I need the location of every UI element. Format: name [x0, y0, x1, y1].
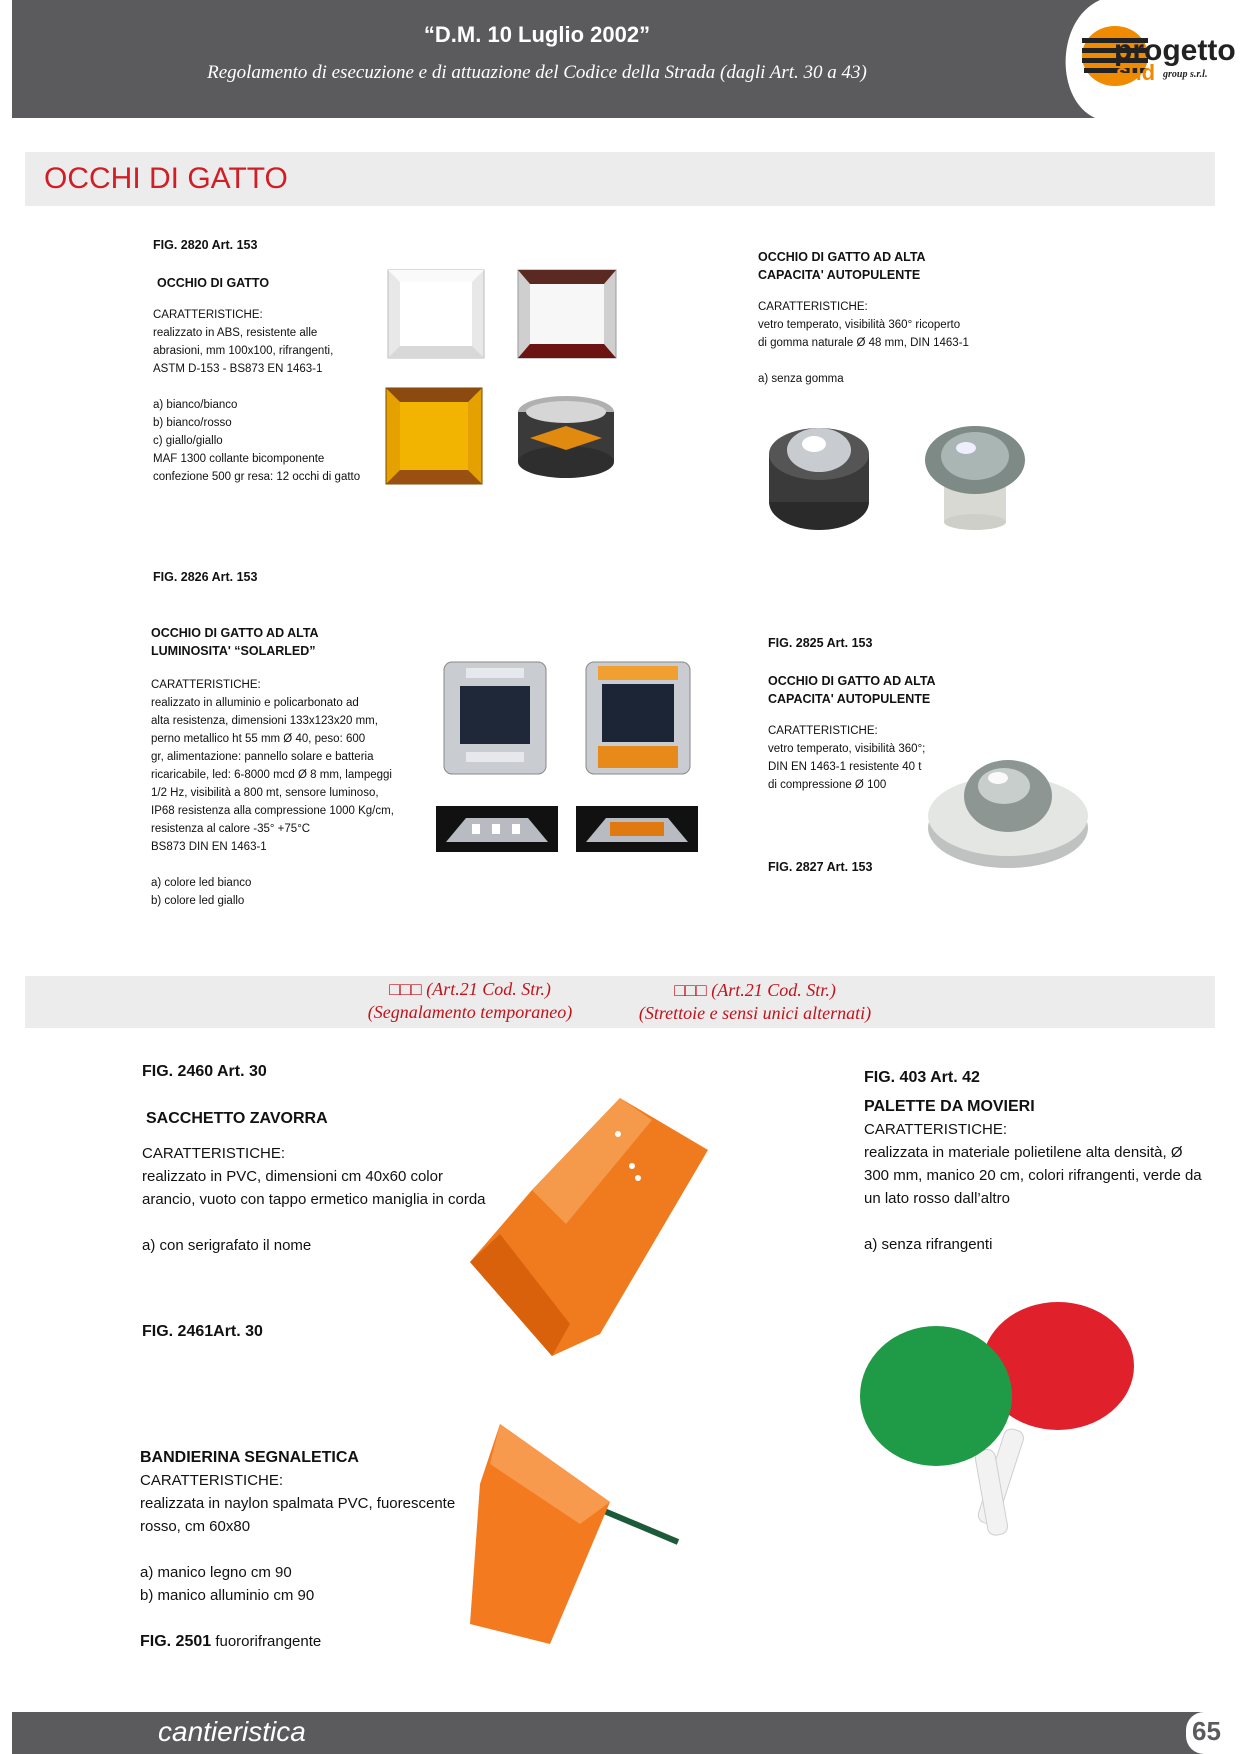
cat-eye-white-image [386, 266, 486, 364]
solarled-yellow-image [584, 660, 692, 776]
fig-label: FIG. 2501 [140, 1633, 212, 1650]
spec-line: realizzato in PVC, dimensioni cm 40x60 color [142, 1168, 443, 1185]
spec-line: a) senza rifrangenti [864, 1236, 993, 1253]
solarled-yellow-side-image [576, 806, 698, 852]
fig-note: fuororifrangente [211, 1633, 322, 1650]
spec-line: un lato rosso dall’altro [864, 1190, 1010, 1207]
product-name-line2: CAPACITA' AUTOPULENTE [758, 268, 921, 282]
header-title: “D.M. 10 Luglio 2002” [423, 22, 651, 47]
spec-line: a) colore led bianco [151, 877, 252, 889]
spec-line: DIN EN 1463-1 resistente 40 t [768, 761, 922, 773]
spec-line: confezione 500 gr resa: 12 occhi di gatto [153, 471, 361, 483]
fig-label: FIG. 2820 Art. 153 [153, 238, 258, 252]
fig-label: FIG. 2827 Art. 153 [768, 860, 873, 874]
ballast-bag-image [470, 1094, 710, 1360]
spec-line: b) manico alluminio cm 90 [140, 1587, 315, 1604]
logo-word-group: group s.r.l. [1163, 69, 1208, 80]
spec-line: a) senza gomma [758, 373, 844, 385]
block-autopulente-48 [758, 248, 1058, 388]
product-name: BANDIERINA SEGNALETICA [140, 1449, 359, 1466]
product-name-line1: OCCHIO DI GATTO AD ALTA [768, 674, 936, 688]
spec-line: CARATTERISTICHE: [140, 1472, 284, 1489]
spec-line: realizzata in materiale polietilene alta densità, Ø [864, 1144, 1183, 1161]
fig-label: FIG. 2461Art. 30 [142, 1323, 263, 1340]
block-2460 [142, 1060, 502, 1257]
spec-line: b) colore led giallo [151, 895, 245, 907]
spec-line: CARATTERISTICHE: [864, 1121, 1008, 1138]
cat-eye-yellow-image [384, 386, 484, 486]
spec-line: vetro temperato, visibilità 360° ricoperto [758, 319, 961, 331]
logo-word-sud: sud [1116, 60, 1156, 85]
cat-eye-glass-image [922, 420, 1028, 532]
product-name-line2: LUMINOSITA' “SOLARLED” [151, 644, 316, 658]
block-403 [864, 1066, 1204, 1256]
solarled-white-side-image [436, 806, 558, 852]
spec-line: BS873 DIN EN 1463-1 [151, 841, 267, 853]
spec-line: 1/2 Hz, visibilità a 800 mt, sensore luminoso, [151, 787, 379, 799]
section2-left-heading [330, 978, 610, 1024]
block-bandierina [140, 1446, 480, 1653]
spec-line: realizzato in alluminio e policarbonato ad [151, 697, 359, 709]
spec-line: di gomma naturale Ø 48 mm, DIN 1463-1 [758, 337, 969, 349]
spec-line: a) bianco/bianco [153, 399, 238, 411]
header-subtitle: Regolamento di esecuzione e di attuazione del Codice della Strada (dagli Art. 30 a 43) [207, 62, 867, 83]
section2-right-heading [620, 979, 890, 1025]
product-name: SACCHETTO ZAVORRA [146, 1110, 328, 1127]
spec-line: CARATTERISTICHE: [151, 679, 261, 691]
spec-line: CARATTERISTICHE: [768, 725, 878, 737]
fig-label-2826 [153, 568, 273, 586]
product-name: OCCHIO DI GATTO [157, 276, 270, 290]
fig-label: FIG. 2826 Art. 153 [153, 570, 258, 584]
spec-line: IP68 resistenza alla compressione 1000 Kg/cm, [151, 805, 394, 817]
cat-eye-white-red-image [516, 266, 620, 364]
spec-line: alta resistenza, dimensioni 133x123x20 mm, [151, 715, 378, 727]
product-name-line2: CAPACITA' AUTOPULENTE [768, 692, 931, 706]
footer-label: cantieristica [158, 1716, 306, 1747]
spec-line: a) con serigrafato il nome [142, 1237, 312, 1254]
fig-label-2827 [768, 858, 872, 876]
product-name: PALETTE DA MOVIERI [864, 1098, 1035, 1115]
spec-line: c) giallo/giallo [153, 435, 223, 447]
product-name-line1: OCCHIO DI GATTO AD ALTA [151, 626, 319, 640]
fig-label: FIG. 2825 Art. 153 [768, 636, 873, 650]
spec-line: arancio, vuoto con tappo ermetico maniglia in corda [142, 1191, 486, 1208]
solarled-white-image [442, 660, 548, 776]
spec-line: realizzato in ABS, resistente alle [153, 327, 318, 339]
spec-line: ASTM D-153 - BS873 EN 1463-1 [153, 363, 323, 375]
fig-label: FIG. 2460 Art. 30 [142, 1063, 267, 1080]
stop-go-paddles-image [856, 1300, 1142, 1540]
spec-line: a) manico legno cm 90 [140, 1564, 292, 1581]
spec-line: CARATTERISTICHE: [142, 1145, 286, 1162]
spec-line: rosso, cm 60x80 [140, 1518, 251, 1535]
spec-line: ricaricabile, led: 6-8000 mcd Ø 8 mm, lampeggi [151, 769, 392, 781]
logo-word-progetto: progetto [1114, 34, 1236, 67]
block-2826 [151, 624, 421, 910]
fig-label-2461 [142, 1320, 263, 1343]
fig-label: FIG. 403 Art. 42 [864, 1069, 980, 1086]
spec-line: perno metallico ht 55 mm Ø 40, peso: 600 [151, 733, 366, 745]
spec-line: realizzata in naylon spalmata PVC, fuorescente [140, 1495, 456, 1512]
page-number: 65 [1192, 1716, 1221, 1746]
cat-eye-dome-image [924, 740, 1092, 874]
spec-line: CARATTERISTICHE: [153, 309, 263, 321]
heading-line: □□□ (Art.21 Cod. Str.) [674, 980, 836, 1000]
spec-line: CARATTERISTICHE: [758, 301, 868, 313]
product-name-line1: OCCHIO DI GATTO AD ALTA [758, 250, 926, 264]
cat-eye-rubber-image [764, 414, 874, 534]
spec-line: vetro temperato, visibilità 360°; [768, 743, 926, 755]
spec-line: resistenza al calore -35° +75°C [151, 823, 311, 835]
block-2820 [153, 236, 393, 486]
heading-line: □□□ (Art.21 Cod. Str.) [389, 979, 551, 999]
spec-line: MAF 1300 collante bicomponente [153, 453, 325, 465]
heading-line: (Strettoie e sensi unici alternati) [638, 1003, 872, 1023]
signal-flag-image [460, 1424, 680, 1650]
spec-line: 300 mm, manico 20 cm, colori rifrangenti, verde da [864, 1167, 1202, 1184]
spec-line: gr, alimentazione: pannello solare e batteria [151, 751, 374, 763]
spec-line: b) bianco/rosso [153, 417, 232, 429]
spec-line: di compressione Ø 100 [768, 779, 887, 791]
heading-line: (Segnalamento temporaneo) [367, 1002, 573, 1022]
spec-line: abrasioni, mm 100x100, rifrangenti, [153, 345, 334, 357]
section-title: OCCHI DI GATTO [44, 162, 288, 195]
adhesive-tin-image [512, 386, 620, 486]
fig-label-2501 [140, 1630, 480, 1653]
